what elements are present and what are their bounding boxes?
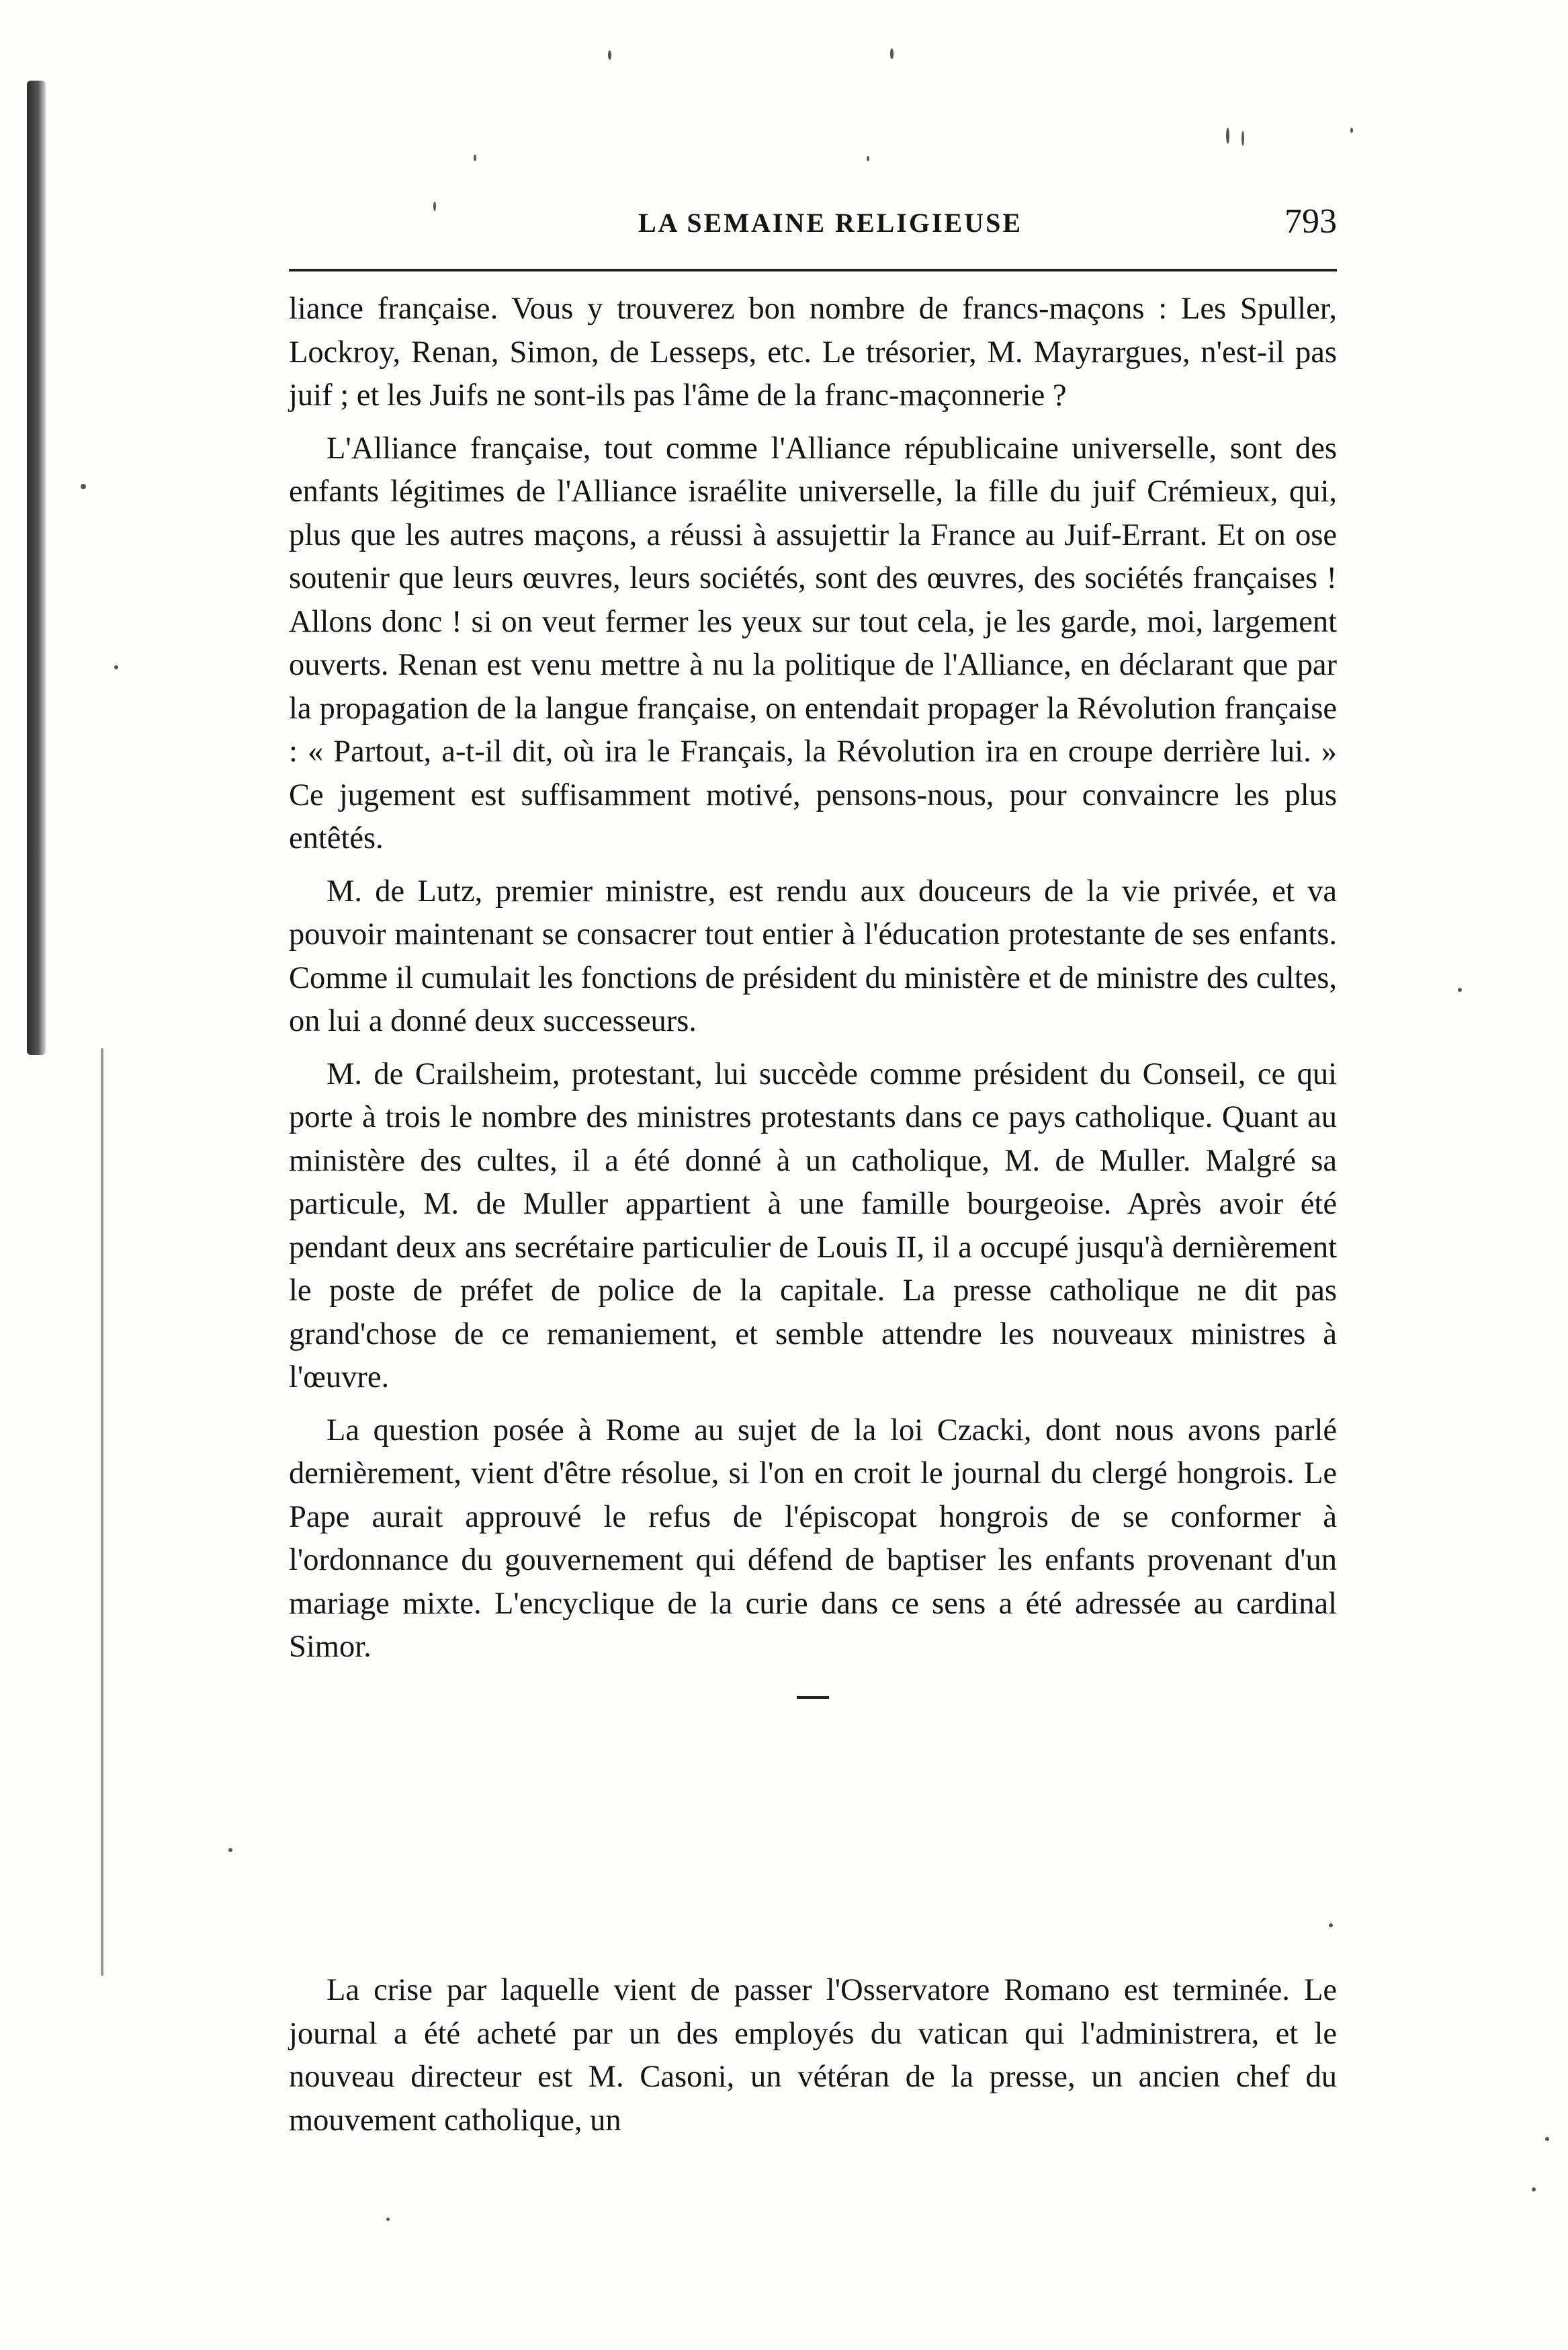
paragraph-loi-czacki: La question posée à Rome au sujet de la loi Czacki, dont nous avons parlé dernièrement, vient d'être résolue, si l'on en croit le journal du clergé hongrois. Le Pape aurait approuvé le refus de l'épiscopat hongrois de se conformer à l'ordonnance du gouvernement qui défend de baptiser les enfants provenant d'un mariage mixte. L'encyclique de la curie dans ce sens a été adressée au cardinal Simor. bbox=[289, 1413, 1337, 1664]
article-body bbox=[289, 288, 1337, 1732]
binding-crease bbox=[101, 1048, 103, 1976]
section-separator bbox=[797, 1696, 829, 1699]
binding-shadow bbox=[27, 81, 46, 1055]
paragraph-de-lutz: M. de Lutz, premier ministre, est rendu aux douceurs de la vie privée, et va pouvoir maintenant se consacrer tout entier à l'éducation protestante de ses enfants. Comme il cumulait les fonctions de président du ministère et de ministre des cultes, on lui a donné deux successeurs. bbox=[289, 874, 1337, 1038]
paragraph-alliance-francaise: liance française. Vous y trouverez bon nombre de francs-maçons : Les Spuller, Lockroy, Renan, Simon, de Lesseps, etc. Le trésorier, M. Mayrargues, n'est-il pas juif ; et les Juifs ne sont-ils pas l'âme de la franc-maçonnerie ? bbox=[289, 292, 1337, 413]
paragraph-alliance-israelite: L'Alliance française, tout comme l'Alliance républicaine universelle, sont des enfants légitimes de l'Alliance israélite universelle, la fille du juif Crémieux, qui, plus que les autres maçons, a réussi à assujettir la France au Juif-Errant. Et on ose soutenir que leurs œuvres, leurs sociétés, sont des œuvres, des sociétés françaises ! Allons donc ! si on veut fermer les yeux sur tout cela, je les garde, moi, largement ouverts. Renan est venu mettre à nu la politique de l'Alliance, en déclarant que par la propagation de la langue française, on entendait propager la Révolution française : « Partout, a-t-il dit, où ira le Français, la Révolution ira en croupe derrière lui. » Ce jugement est suffisamment motivé, pensons-nous, pour convaincre les plus entêtés. bbox=[289, 431, 1337, 855]
paragraph-osservatore-romano: La crise par laquelle vient de passer l'Osservatore Romano est terminée. Le journal a été acheté par un des employés du vatican qui l'administrera, et le nouveau directeur est M. Casoni, un vétéran de la presse, un ancien chef du mouvement catholique, un bbox=[289, 1973, 1337, 2138]
page-number: 793 bbox=[1284, 202, 1337, 241]
page-header bbox=[289, 202, 1337, 255]
article-body-continued bbox=[289, 1969, 1337, 2142]
running-title: LA SEMAINE RELIGIEUSE bbox=[638, 208, 1023, 238]
paragraph-crailsheim: M. de Crailsheim, protestant, lui succède comme président du Conseil, ce qui porte à trois le nombre des ministres protestants dans ce pays catholique. Quant au ministère des cultes, il a été donné à un catholique, M. de Muller. Malgré sa particule, M. de Muller appartient à une famille bourgeoise. Après avoir été pendant deux ans secrétaire particulier de Louis II, il a occupé jusqu'à dernièrement le poste de préfet de police de la capitale. La presse catholique ne dit pas grand'chose de ce remaniement, et semble attendre les nouveaux ministres à l'œuvre. bbox=[289, 1056, 1337, 1394]
header-rule bbox=[289, 269, 1337, 271]
